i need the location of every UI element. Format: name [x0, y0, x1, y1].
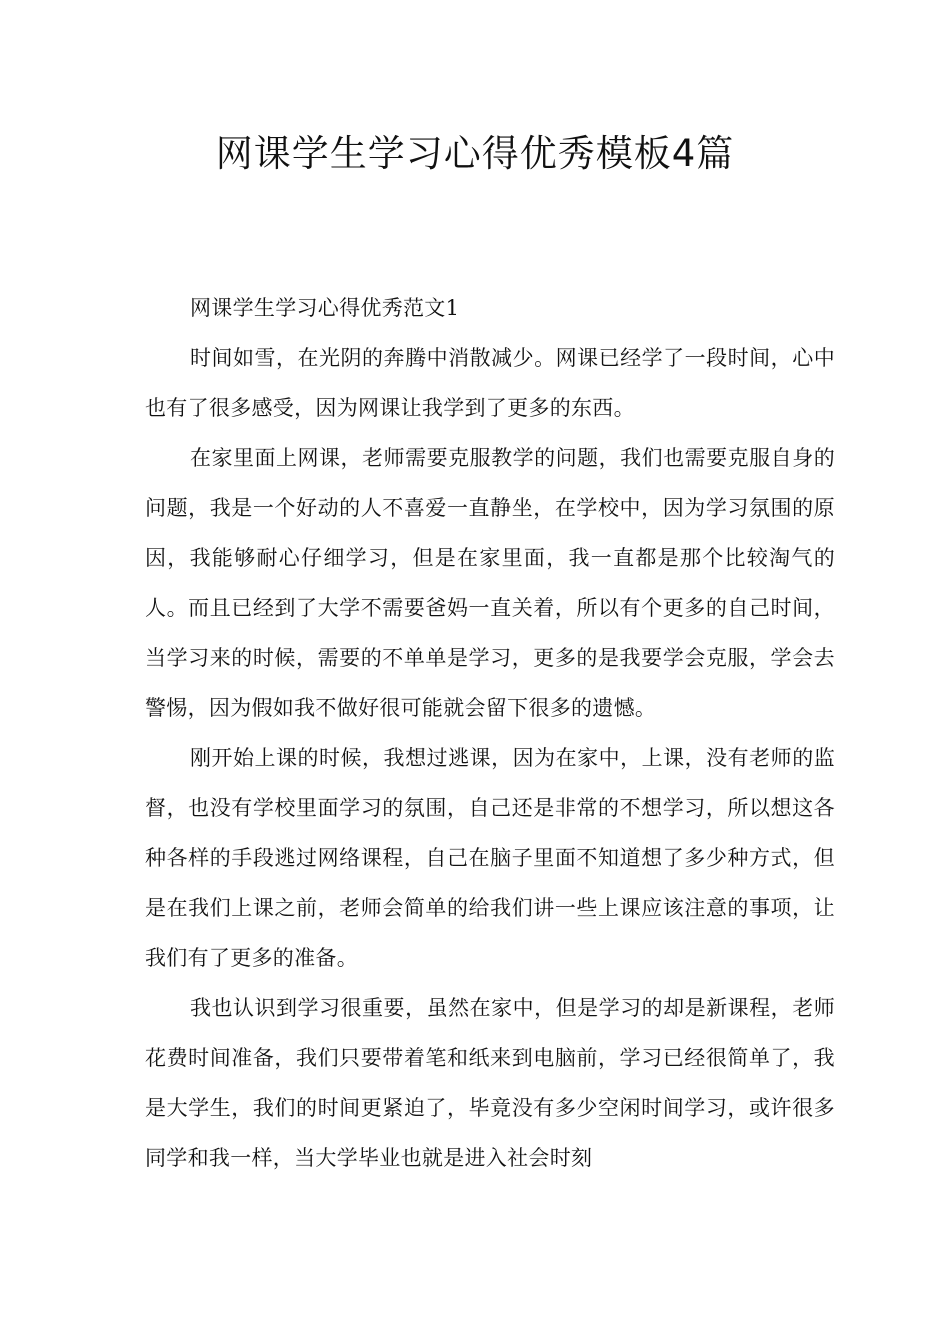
paragraph: 在家里面上网课，老师需要克服教学的问题，我们也需要克服自身的问题，我是一个好动的人不喜爱一直静坐，在学校中，因为学习氛围的原因，我能够耐心仔细学习，但是在家里面，我一直都是那个比较淘气的人。而且已经到了大学不需要爸妈一直关着，所以有个更多的自己时间，当学习来的时候，需要的不单单是学习，更多的是我要学会克服，学会去警惕，因为假如我不做好很可能就会留下很多的遗憾。: [145, 446, 835, 720]
paragraph: 我也认识到学习很重要，虽然在家中，但是学习的却是新课程，老师花费时间准备，我们只要带着笔和纸来到电脑前，学习已经很简单了，我是大学生，我们的时间更紧迫了，毕竟没有多少空闲时间学习，或许很多同学和我一样，当大学毕业也就是进入社会时刻: [145, 996, 835, 1170]
paragraph: 刚开始上课的时候，我想过逃课，因为在家中，上课，没有老师的监督，也没有学校里面学习的氛围，自己还是非常的不想学习，所以想这各种各样的手段逃过网络课程，自己在脑子里面不知道想了多少种方式，但是在我们上课之前，老师会简单的给我们讲一些上课应该注意的事项，让我们有了更多的准备。: [145, 746, 835, 970]
document-body: [145, 283, 835, 1183]
paragraph: 时间如雪，在光阴的奔腾中消散减少。网课已经学了一段时间，心中也有了很多感受，因为网课让我学到了更多的东西。: [145, 346, 835, 420]
document-title: 网课学生学习心得优秀模板4篇: [215, 132, 735, 175]
section-heading: 网课学生学习心得优秀范文1: [190, 296, 460, 320]
